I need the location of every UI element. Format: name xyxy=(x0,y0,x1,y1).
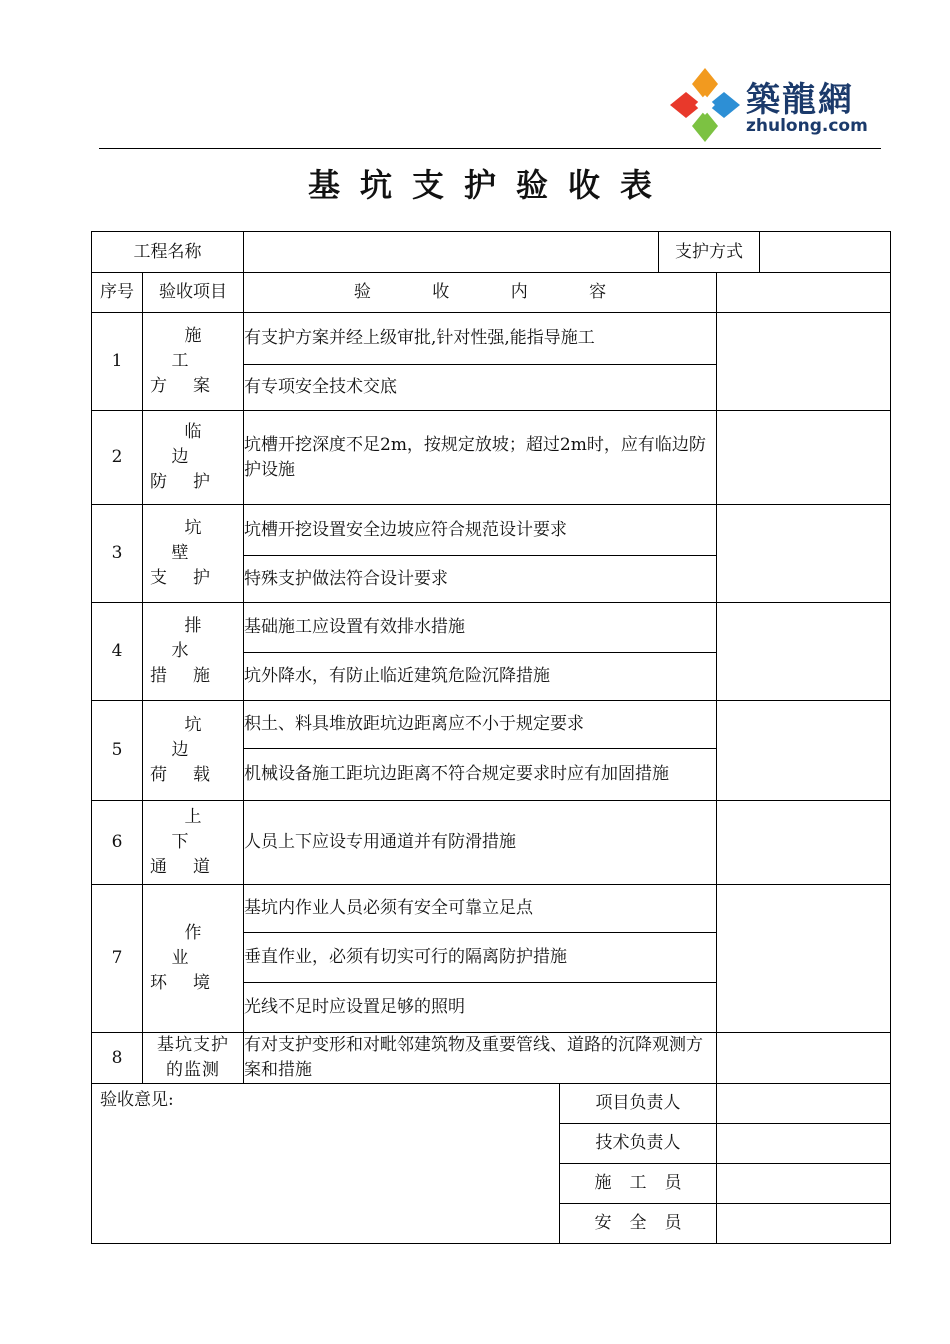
content-header: 验 收 内 容 xyxy=(244,273,717,313)
row-content: 机械设备施工距坑边距离不符合规定要求时应有加固措施 xyxy=(244,749,717,801)
row-content: 人员上下应设专用通道并有防滑措施 xyxy=(244,801,717,885)
seq-header: 序号 xyxy=(92,273,143,313)
table-row xyxy=(92,505,891,556)
row-content: 有对支护变形和对毗邻建筑物及重要管线、道路的沉降观测方案和措施 xyxy=(244,1033,717,1084)
row-result-cell[interactable] xyxy=(717,505,891,603)
row-item: 施工 方案 xyxy=(143,313,244,411)
row-seq: 1 xyxy=(92,313,143,411)
table-row xyxy=(92,701,891,749)
technical-manager-label: 技术负责人 xyxy=(560,1124,717,1164)
logo-chinese-name: 築龍網 xyxy=(746,80,854,120)
support-method-field[interactable] xyxy=(759,232,890,272)
opinion-label: 验收意见: xyxy=(100,1090,174,1110)
project-name-field[interactable] xyxy=(244,232,659,273)
column-header-row xyxy=(92,273,891,313)
signature-row xyxy=(92,1084,891,1124)
row-content: 坑外降水，有防止临近建筑危险沉降措施 xyxy=(244,653,717,701)
row-item: 基坑支护 的监测 xyxy=(143,1033,244,1084)
row-result-cell[interactable] xyxy=(717,313,891,411)
safety-officer-signature[interactable] xyxy=(717,1204,891,1244)
row-content: 有专项安全技术交底 xyxy=(244,365,717,411)
table-row xyxy=(92,313,891,365)
support-method-label: 支护方式 xyxy=(675,241,743,262)
row-seq: 5 xyxy=(92,701,143,801)
row-seq: 6 xyxy=(92,801,143,885)
project-manager-signature[interactable] xyxy=(717,1084,891,1124)
logo-domain: zhulong.com xyxy=(746,116,868,136)
table-row xyxy=(92,885,891,933)
row-content: 积土、料具堆放距坑边距离应不小于规定要求 xyxy=(244,701,717,749)
row-content: 基坑内作业人员必须有安全可靠立足点 xyxy=(244,885,717,933)
table-row xyxy=(92,801,891,885)
row-seq: 8 xyxy=(92,1033,143,1084)
row-item: 上下 通道 xyxy=(143,801,244,885)
row-content: 坑槽开挖设置安全边坡应符合规范设计要求 xyxy=(244,505,717,556)
row-content: 有支护方案并经上级审批,针对性强,能指导施工 xyxy=(244,313,717,365)
row-content: 基础施工应设置有效排水措施 xyxy=(244,603,717,653)
row-result-cell[interactable] xyxy=(717,885,891,1033)
row-seq: 7 xyxy=(92,885,143,1033)
inspection-form-table xyxy=(91,231,891,1244)
info-row xyxy=(92,232,891,273)
table-row xyxy=(92,603,891,653)
page-title: 基坑支护验收表 xyxy=(307,166,672,204)
row-content: 光线不足时应设置足够的照明 xyxy=(244,983,717,1033)
row-seq: 2 xyxy=(92,411,143,505)
constructor-signature[interactable] xyxy=(717,1164,891,1204)
row-result-cell[interactable] xyxy=(717,603,891,701)
row-item: 排水 措施 xyxy=(143,603,244,701)
row-content: 垂直作业，必须有切实可行的隔离防护措施 xyxy=(244,933,717,983)
zhulong-logo xyxy=(668,66,880,144)
row-result-cell[interactable] xyxy=(717,701,891,801)
row-content: 特殊支护做法符合设计要求 xyxy=(244,556,717,603)
project-name-label: 工程名称 xyxy=(92,232,244,273)
technical-manager-signature[interactable] xyxy=(717,1124,891,1164)
row-item: 作业 环境 xyxy=(143,885,244,1033)
row-item: 坑边 荷载 xyxy=(143,701,244,801)
pinwheel-logo-icon xyxy=(668,66,742,144)
item-header: 验收项目 xyxy=(143,273,244,313)
table-row xyxy=(92,411,891,505)
row-item: 临边 防护 xyxy=(143,411,244,505)
opinion-field[interactable] xyxy=(92,1084,560,1244)
result-header-cell xyxy=(717,273,891,313)
row-content: 坑槽开挖深度不足2m，按规定放坡；超过2m时，应有临边防护设施 xyxy=(244,411,717,505)
project-manager-label: 项目负责人 xyxy=(560,1084,717,1124)
row-result-cell[interactable] xyxy=(717,411,891,505)
row-item: 坑壁 支护 xyxy=(143,505,244,603)
row-seq: 3 xyxy=(92,505,143,603)
constructor-label: 施工员 xyxy=(560,1164,717,1204)
header-rule xyxy=(99,148,881,149)
table-row xyxy=(92,1033,891,1084)
safety-officer-label: 安全员 xyxy=(560,1204,717,1244)
row-seq: 4 xyxy=(92,603,143,701)
row-result-cell[interactable] xyxy=(717,1033,891,1084)
row-result-cell[interactable] xyxy=(717,801,891,885)
